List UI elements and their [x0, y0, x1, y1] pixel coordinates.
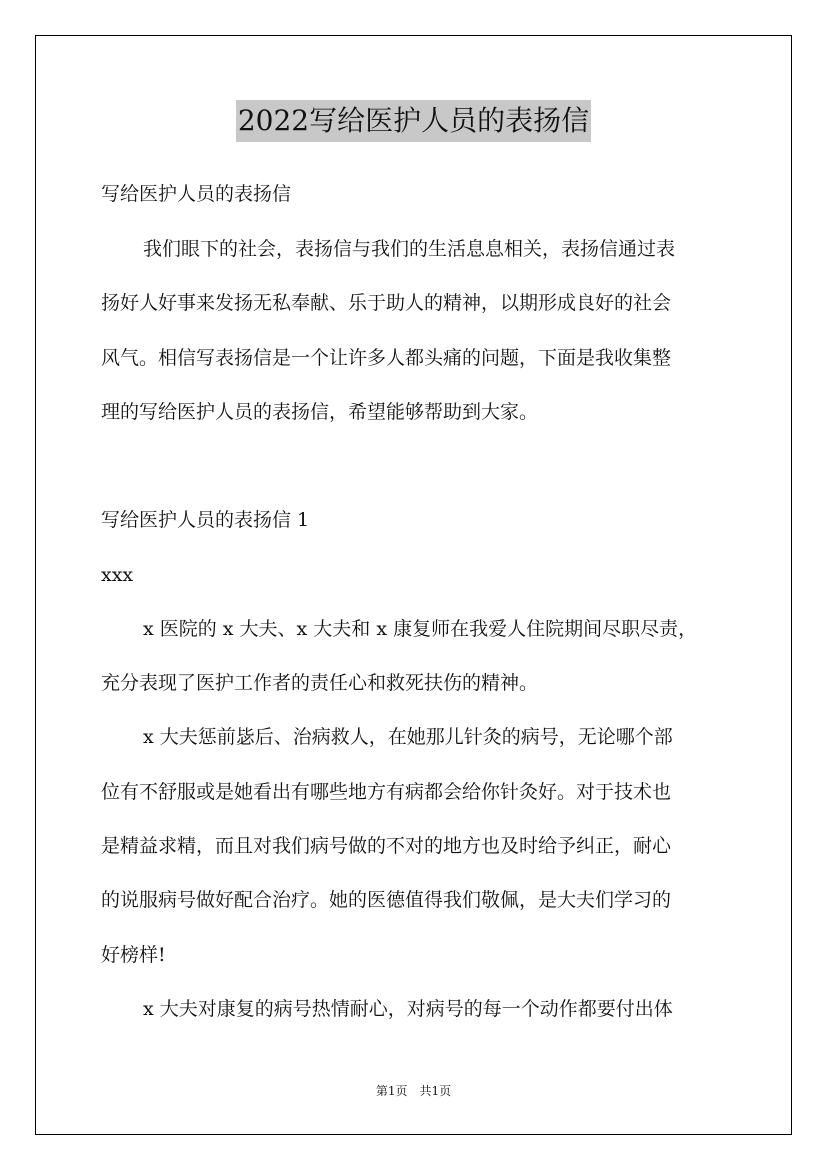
- subtitle-line: 写给医护人员的表扬信: [101, 183, 292, 205]
- paragraph-line: 好榜样!: [101, 944, 166, 966]
- paragraph-line: 位有不舒服或是她看出有哪些地方有病都会给你针灸好。对于技术也: [101, 781, 672, 803]
- paragraph-line: 理的写给医护人员的表扬信，希望能够帮助到大家。: [101, 401, 539, 423]
- paragraph-line: 我们眼下的社会，表扬信与我们的生活息息相关，表扬信通过表: [143, 238, 676, 260]
- page-number-footer: 第1页 共1页: [375, 1084, 452, 1098]
- paragraph-line: 扬好人好事来发扬无私奉献、乐于助人的精神，以期形成良好的社会: [101, 292, 672, 314]
- paragraph-line: x 大夫对康复的病号热情耐心，对病号的每一个动作都要付出体: [143, 998, 673, 1020]
- paragraph-line: 的说服病号做好配合治疗。她的医德值得我们敬佩，是大夫们学习的: [101, 889, 672, 911]
- document-title: 2022写给医护人员的表扬信: [236, 100, 591, 142]
- salutation-line: xxx: [101, 564, 134, 586]
- section-heading: 写给医护人员的表扬信 1: [101, 509, 310, 531]
- paragraph-line: 充分表现了医护工作者的责任心和救死扶伤的精神。: [101, 672, 539, 694]
- paragraph-line: x 大夫惩前毖后、治病救人，在她那儿针灸的病号，无论哪个部: [143, 726, 673, 748]
- paragraph-line: 风气。相信写表扬信是一个让许多人都头痛的问题，下面是我收集整: [101, 347, 672, 369]
- paragraph-line: 是精益求精，而且对我们病号做的不对的地方也及时给予纠正，耐心: [101, 835, 672, 857]
- paragraph-line: x 医院的 x 大夫、x 大夫和 x 康复师在我爱人住院期间尽职尽责，: [143, 618, 698, 640]
- title-container: [0, 100, 827, 142]
